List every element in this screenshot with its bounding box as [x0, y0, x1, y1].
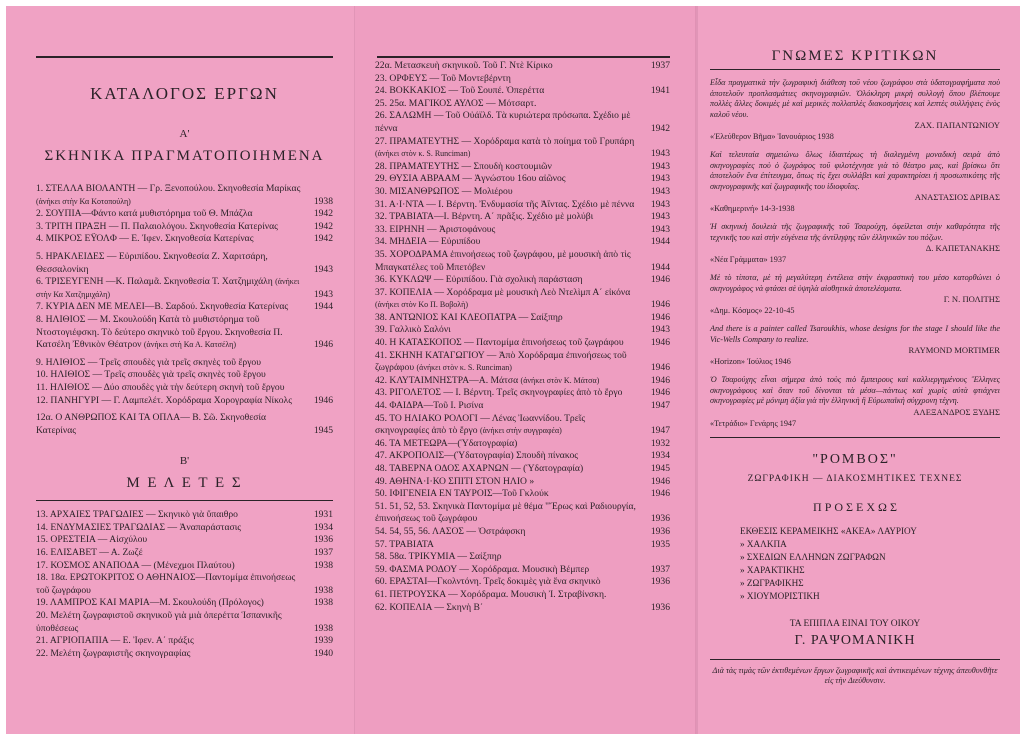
middle-top-rule [377, 56, 670, 58]
entry-year: 1943 [650, 148, 670, 160]
entry-year: 1945 [313, 424, 333, 436]
entry-year: 1938 [313, 597, 333, 609]
entry-title: 40. Η ΚΑΤΑΣΚΟΠΟΣ — Παντομίμα ἐπινοήσεως τοῦ ζωγράφου [375, 337, 624, 349]
critic-quote-text: Ὁ Τσαρούχης εἶναι σήμερα ἀπὸ τοὺς πιὸ ἔμπειρους καὶ καλλιεργημένους Ἕλληνες σκηνογράφους καὶ ὅταν τοῦ δίνονται τὰ μέσα—πάντως καὶ χωρὶς αὐτὰ φτιάχνει σκηνογραφίες μὲ μόνιμη ἀξία γιὰ τὴν ἑλληνικὴ ἢ Εὐρωπαϊκὴ σύγχρονη τέχνη. [710, 375, 1000, 405]
prices-footer: Διὰ τὰς τιμὰς τῶν ἐκτιθεμένων ἔργων ζωγραφικῆς καὶ ἀντικειμένων τέχνης ἀπευθυνθῆτε εἰς τὴν Διεύθυνσιν. [712, 665, 998, 685]
entry-title: 21. ΑΓΡΙΟΠΑΠΙΑ — Ε. Ἰφεν. Α΄ πράξις [36, 635, 194, 647]
furniture-note: ΤΑ ΕΠΙΠΛΑ ΕΙΝΑΙ ΤΟΥ ΟΙΚΟΥ [789, 618, 921, 629]
entry-title: 25. 25α. ΜΑΓΙΚΟΣ ΑΥΛΟΣ — Μότσαρτ. [375, 97, 537, 109]
entry-title: 35. ΧΟΡΟΔΡΑΜΑ ἐπινοήσεως τοῦ ζωγράφου, μὲ μουσικὴ ἀπὸ τὶς Μπαγκατέλες τοῦ Μπετόβεν [375, 248, 631, 273]
critic-quote-text: Ἡ σκηνικὴ δουλειὰ τῆς ζωγραφικῆς τοῦ Τσαρούχη, ὀφείλεται στὴν καθαρότητα τῆς τεχνικῆς του καὶ στὴν εὐγένεια τῆς ἀντίληψης τῶν ἑλληνικῶν του πόζων. [710, 222, 1000, 242]
entry-title: 10. ΗΛΙΘΙΟΣ — Τρεῖς σπουδὲς γιὰ τρεῖς σκηνὲς τοῦ ἔργου [36, 369, 266, 381]
entry-title: 29. ΘΥΣΙΑ ΑΒΡΑΑΜ — Ἀγνώστου 16ου αἰῶνος [375, 173, 566, 185]
entry-year: 1940 [313, 647, 333, 659]
entry-title: 42. ΚΛΥΤΑΙΜΝΗΣΤΡΑ—Α. Μάτσα [375, 374, 519, 386]
catalogue-entry [36, 369, 333, 382]
entry-title: 43. ΡΙΓΟΛΕΤΟΣ — Ι. Βέρντη. Τρεῖς σκηνογραφίες ἀπὸ τὸ ἔργο [375, 387, 623, 399]
catalogue-entry [375, 98, 670, 111]
footer-rule [710, 659, 1000, 660]
entry-title: 62. ΚΟΠΕΛΙΑ — Σκηνὴ Β΄ [375, 601, 484, 613]
catalogue-entry [36, 412, 333, 437]
catalogue-entry [375, 387, 670, 400]
exhibit-item: » ΧΑΛΚΠΑ [740, 538, 787, 549]
entry-title: 9. ΗΛΙΘΙΟΣ — Τρεῖς σπουδὲς γιὰ τρεῖς σκηνὲς τοῦ ἔργου [36, 356, 261, 368]
entry-title: 16. ΕΛΙΣΑΒΕΤ — Α. Ζωζέ [36, 547, 143, 559]
entry-year: 1943 [650, 173, 670, 185]
entry-title: 41. ΣΚΗΝΗ ΚΑΤΑΓΩΓΙΟΥ — Ἀπὸ Χορόδραμα ἐπινοήσεως τοῦ ζωγράφου [375, 349, 627, 374]
entry-title: 60. ΕΡΑΣΤΑΙ—Γκολντόνη. Τρεῖς δοκιμὲς γιὰ ἕνα σκηνικὸ [375, 576, 601, 588]
entry-title: 4. ΜΙΚΡΟΣ ΕΫΟΛΦ — Ε. Ἰφεν. Σκηνοθεσία Κατερίνας [36, 233, 254, 245]
catalogue-entry [375, 324, 670, 337]
entry-year: 1946 [313, 394, 333, 406]
entry-title: 27. ΠΡΑΜΑΤΕΥΤΗΣ — Χορόδραμα κατὰ τὸ ποίημα τοῦ Γρυπάρη [375, 135, 635, 147]
catalogue-entry [375, 186, 670, 199]
entry-title: 32. ΤΡΑΒΙΑΤΑ—Ι. Βέρντη. Α΄ πρᾶξις. Σχέδιο μὲ μολύβι [375, 211, 594, 223]
entry-title: 36. ΚΥΚΛΩΨ — Εὐριπίδου. Γιὰ σχολικὴ παράσταση [375, 274, 583, 286]
catalogue-entry [36, 395, 333, 408]
entry-title: 49. ΑΘΗΝΑ·Ι·ΚΟ ΣΠΙΤΙ ΣΤΟΝ ΗΛΙΟ » [375, 475, 535, 487]
catalogue-entry [375, 60, 670, 73]
entry-year: 1943 [650, 185, 670, 197]
prosexos-heading: Π Ρ Ο Σ Ε Χ Ω Σ [813, 499, 897, 514]
exhibit-item: ΕΚΘΕΣΙΣ ΚΕΡΑΜΕΙΚΗΣ «ΑΚΕΑ» ΛΑΥΡΙΟΥ [740, 525, 917, 536]
catalogue-entry [36, 635, 333, 648]
critic-source: «Δημ. Κόσμος» 22-10-45 [710, 306, 795, 315]
entry-title: 2. ΣΟΥΠΙΑ—Φάντο κατά μυθιστόρημα τοῦ Θ. Μπάζλα [36, 208, 253, 220]
entry-title: 39. Γαλλικὸ Σαλόνι [375, 324, 451, 336]
critic-author: ΑΛΕΞΑΝΔΡΟΣ ΞΥΔΗΣ [913, 406, 1000, 417]
catalogue-entry [375, 463, 670, 476]
exhibit-item: » ΣΧΕΔΙΩΝ ΕΛΛΗΝΩΝ ΖΩΓΡΑΦΩΝ [740, 551, 886, 562]
critics-panel-right [696, 6, 1020, 734]
entry-title: 51. 51, 52, 53. Σκηνικὰ Παντομίμα μὲ θέμα "Ἔρως καὶ Ραδιουργία, ἐπινοήσεως τοῦ ζωγράφου [375, 500, 636, 525]
entry-owner-note: (ἀνήκει στὴν Κα Χατζημιχάλη) [36, 277, 300, 299]
critic-quote-block [710, 273, 1000, 316]
section-b-title: Μ Ε Λ Ε Τ Ε Σ [126, 475, 243, 492]
entry-owner-note: (ἀνήκει στὴν συγγραφέα) [479, 426, 562, 436]
critic-quotes [710, 78, 1000, 429]
entry-owner-note: (ἀνήκει στὸν κ. S. Runciman) [375, 149, 471, 159]
entry-year: 1936 [650, 525, 670, 537]
entry-year: 1937 [650, 563, 670, 575]
catalogue-entry [375, 199, 670, 212]
entry-title: 47. ΑΚΡΟΠΟΛΙΣ—(Ὑδατογραφία) Σπουδὴ πίνακος [375, 450, 579, 462]
section-b-letter: Β' [179, 455, 190, 468]
entry-title: 5. ΗΡΑΚΛΕΙΔΕΣ — Εὐριπίδου. Σκηνοθεσία Ζ. Χαριτσάρη, Θεσσαλονίκη [36, 250, 268, 275]
entry-title: 14. ΕΝΔΥΜΑΣΙΕΣ ΤΡΑΓΩΔΙΑΣ — Ἀναπαράστασις [36, 521, 242, 533]
catalogue-entry [375, 488, 670, 501]
entry-title: 54. 54, 55, 56. ΛΑΣΟΣ — Ὀστράφσκη [375, 525, 526, 537]
entry-year: 1936 [650, 601, 670, 613]
exhibition-catalogue-sheet [6, 6, 1020, 734]
critic-author: Γ. Ν. ΠΟΛΙΤΗΣ [943, 294, 1000, 304]
entry-year: 1943 [650, 160, 670, 172]
entry-title: 59. ΦΑΣΜΑ ΡΟΔΟΥ — Χορόδραμα. Μουσικὴ Βέμπερ [375, 563, 590, 575]
critic-author: Δ. ΚΑΠΕΤΑΝΑΚΗΣ [925, 243, 1000, 253]
entry-title: 34. ΜΗΔΕΙΑ — Εὐριπίδου [375, 236, 481, 248]
catalogue-entry [36, 648, 333, 661]
entry-year: 1946 [650, 374, 670, 386]
entry-year: 1942 [313, 208, 333, 220]
entry-title: 45. ΤΟ ΗΛΙΑΚΟ ΡΟΛΟΓΙ — Λένας Ἰωαννίδου. Τρεῖς σκηνογραφίες ἀπὸ τὸ ἔργο [375, 412, 586, 437]
entry-title: 38. ΑΝΤΩΝΙΟΣ ΚΑΙ ΚΛΕΟΠΑΤΡΑ — Σαίξπηρ [375, 311, 563, 323]
entry-title: 18. 18α. ΕΡΩΤΟΚΡΙΤΟΣ Ο ΑΘΗΝΑΙΟΣ—Παντομίμα ἐπινοήσεως τοῦ ζωγράφου [36, 572, 296, 596]
entry-title: 22. Μελέτη ζωγραφιστῆς σκηνογραφίας [36, 647, 191, 659]
catalogue-entry [375, 576, 670, 589]
entry-year: 1932 [650, 437, 670, 449]
critic-quote-block [710, 150, 1000, 214]
catalogue-entry [36, 560, 333, 573]
critic-quote-block [710, 78, 1000, 142]
catalogue-entry [375, 136, 670, 161]
entry-year: 1946 [650, 337, 670, 349]
catalogue-entry [375, 224, 670, 237]
entry-title: 6. ΤΡΙΣΕΥΓΕΝΗ —Κ. Παλαμᾶ. Σκηνοθεσία Τ. Χατζημιχάλη [36, 276, 273, 288]
entry-year: 1938 [313, 559, 333, 571]
entry-title: 7. ΚΥΡΙΑ ΔΕΝ ΜΕ ΜΕΛΕΙ—Β. Σαρδού. Σκηνοθεσία Κατερίνας [36, 301, 289, 313]
catalogue-entry [36, 301, 333, 314]
entry-title: 12α. Ο ΑΝΘΡΩΠΟΣ ΚΑΙ ΤΑ ΟΠΛΑ— Β. Σῶ. Σκηνοθεσία Κατερίνας [36, 412, 267, 436]
critic-source: «Τετράδιο» Γενάρης 1947 [710, 418, 797, 428]
entry-title: 19. ΛΑΜΠΡΟΣ ΚΑΙ ΜΑΡΙΑ—Μ. Σκουλούδη (Πρόλογος) [36, 597, 264, 609]
entry-year: 1943 [313, 288, 333, 300]
critic-quote-text: Καὶ τελευταία σημειώνω ὅλως ἰδιαιτέρως τὴ διαλεγμένη μοναδικὴ σειρὰ ἀπὸ σκηνογραφίες ποὺ ὁ ζωγράφος τοῦ φιλοτέχνησε γιὰ τὸ θέατρο μας, καὶ βρίσκω ὅτι ἀποτελοῦν ἕνα ἐπίτευγμα, ὅπως τὶς ἔχει συλλάβει καὶ χαρακτηρίσει ἡ προσωπικότης τῆς σκηνογραφικῆς καὶ ζωγραφικῆς του ἰδιοφυΐας. [710, 150, 1000, 191]
entry-year: 1941 [650, 85, 670, 97]
entry-year: 1947 [650, 425, 670, 437]
entry-year: 1944 [650, 236, 670, 248]
critic-source: «Ἐλεύθερον Βῆμα» Ἰανουάριος 1938 [710, 132, 834, 141]
catalogue-entry [375, 350, 670, 375]
catalogue-entry [36, 572, 333, 597]
entry-title: 28. ΠΡΑΜΑΤΕΥΤΗΣ — Σπουδὴ κοστουμιῶν [375, 160, 552, 172]
entry-year: 1936 [650, 513, 670, 525]
entry-year: 1946 [650, 488, 670, 500]
entry-title: 31. Α·Ι·ΝΤΑ — Ι. Βέρντη. Ἐνδυμασία τῆς Ἀΐντας. Σχέδιο μὲ πέννα [375, 198, 635, 210]
exhibits-list [710, 525, 1000, 603]
catalogue-entry [36, 382, 333, 395]
rombos-rule [710, 437, 1000, 438]
catalogue-entry [375, 85, 670, 98]
entry-year: 1939 [313, 635, 333, 647]
entry-title: 17. ΚΟΣΜΟΣ ΑΝΑΠΟΔΑ — (Μένεχμοι Πλαύτου) [36, 559, 235, 571]
catalogue-entry [375, 413, 670, 438]
entry-title: 46. ΤΑ ΜΕΤΕΩΡΑ—(Ὑδατογραφία) [375, 437, 518, 449]
realized-sets-list [36, 183, 333, 437]
catalogue-entry [375, 274, 670, 287]
critic-author: RAYMOND MORTIMER [908, 345, 1000, 355]
entry-title: 48. ΤΑΒΕΡΝΑ ΟΔΟΣ ΑΧΑΡΝΩΝ — (Ὑδατογραφία) [375, 463, 584, 474]
entry-year: 1946 [650, 387, 670, 399]
section-b-rule [36, 500, 333, 501]
catalogue-entry [375, 438, 670, 451]
catalogue-entry [36, 547, 333, 560]
catalogue-entry [36, 534, 333, 547]
entry-title: 30. ΜΙΣΑΝΘΡΩΠΟΣ — Μολιέρου [375, 185, 513, 197]
catalogue-entry [375, 236, 670, 249]
entry-title: 15. ΟΡΕΣΤΕΙΑ — Αἰσχύλου [36, 534, 148, 546]
catalogue-entry [375, 249, 670, 274]
entry-year: 1937 [313, 547, 333, 559]
entry-year: 1944 [650, 261, 670, 273]
house-name: Γ. ΡΑΨΟΜΑΝΙΚΗ [794, 632, 916, 648]
catalogue-entry [375, 110, 670, 135]
catalogue-entry [36, 183, 333, 208]
critic-source: «Καθημερινή» 14-3-1938 [710, 204, 795, 213]
critic-source: «Horizon» Ἰούλιος 1946 [710, 357, 791, 366]
entry-year: 1937 [650, 60, 670, 71]
works-continued-list [375, 60, 670, 614]
catalogue-entry [375, 501, 670, 526]
entry-year: 1942 [650, 122, 670, 134]
critic-quote-text: Εἶδα πραγματικὰ τὴν ζωγραφικὴ διάθεση τοῦ νέου ζωγράφου στὰ ὑδατογραφήματα ποὺ ἀποτελοῦν προπλασμάτιες σκηνογραφιῶν. Ὁλόκληρη μικρὴ συλλογὴ ὅπου βλέπουμε πολλὲς ἄλλες δοκιμὲς μὲ καὶ μερικὲς πολλαπλὲς διακοσμήσεις καὶ λεπτὲς συλλήψεις ἑνὸς καλοῦ νέου. [710, 78, 1000, 119]
entry-owner-note: (ἀνήκει στὸν Κ. Μάτσα) [520, 375, 600, 385]
critic-quote-block [710, 222, 1000, 265]
critics-heading: ΓΝΩΜΕΣ ΚΡΙΤΙΚΩΝ [771, 48, 939, 64]
entry-title: 58. 58α. ΤΡΙΚΥΜΙΑ — Σαίξπηρ [375, 551, 502, 563]
entry-owner-note: (ἀνήκει στὴ Κα Α. Κατσέλη) [143, 340, 237, 350]
catalogue-entry [375, 450, 670, 463]
catalogue-entry [375, 526, 670, 539]
entry-year: 1943 [650, 211, 670, 223]
exhibit-item: » ΧΑΡΑΚΤΙΚΗΣ [740, 564, 805, 575]
rombos-subtitle: ΖΩΓΡΑΦΙΚΗ — ΔΙΑΚΟΣΜΗΤΙΚΕΣ ΤΕΧΝΕΣ [747, 473, 963, 484]
critic-author: ΖΑΧ. ΠΑΠΑΝΤΩΝΙΟΥ [914, 120, 1000, 130]
catalogue-entry [375, 589, 670, 602]
critics-rule [710, 69, 1000, 70]
entry-year: 1943 [650, 324, 670, 336]
catalogue-entry [36, 221, 333, 234]
exhibit-item: » ΖΩΓΡΑΦΙΚΗΣ [740, 577, 804, 588]
entry-title: 33. ΕΙΡΗΝΗ — Ἀριστοφάνους [375, 223, 496, 235]
catalogue-entry [375, 602, 670, 615]
entry-title: 50. ΙΦΙΓΕΝΕΙΑ ΕΝ ΤΑΥΡΟΙΣ—Τοῦ Γκλούκ [375, 488, 549, 500]
entry-owner-note: (ἀνήκει στὸν κ. S. Runciman) [416, 363, 512, 373]
entry-year: 1946 [650, 475, 670, 487]
catalogue-panel-left [6, 6, 355, 734]
rombos-title: "ΡΟΜΒΟΣ" [812, 451, 898, 467]
entry-year: 1946 [650, 274, 670, 286]
entry-year: 1945 [650, 463, 670, 474]
critic-author: ΑΝΑΣΤΑΣΙΟΣ ΔΡΙΒΑΣ [914, 192, 1000, 202]
entry-year: 1942 [313, 233, 333, 245]
entry-year: 1946 [313, 339, 333, 351]
catalogue-heading: ΚΑΤΑΛΟΓΟΣ ΕΡΓΩΝ [90, 84, 279, 103]
critic-source: «Νέα Γράμματα» 1937 [710, 255, 787, 264]
catalogue-entry [375, 539, 670, 552]
catalogue-entry [375, 211, 670, 224]
entry-title: 1. ΣΤΕΛΛΑ ΒΙΟΛΑΝΤΗ — Γρ. Ξενοπούλου. Σκηνοθεσία Μαρίκας [36, 183, 301, 194]
catalogue-entry [36, 233, 333, 246]
entry-owner-note: (ἀνήκει στὴν Κα Κοτοπούλη) [36, 196, 131, 206]
entry-title: 44. ΦΑΙΔΡΑ—Τοῦ Ι. Ρισίνα [375, 400, 484, 412]
entry-year: 1943 [650, 223, 670, 235]
entry-year: 1936 [313, 534, 333, 546]
entry-title: 13. ΑΡΧΑΙΕΣ ΤΡΑΓΩΔΙΕΣ — Σκηνικὸ γιὰ ὕπαιθρο [36, 509, 238, 521]
top-rule [36, 56, 333, 58]
catalogue-entry [36, 251, 333, 276]
entry-title: 37. ΚΟΠΕΛΙΑ — Χορόδραμα μὲ μουσικὴ Λεὸ Ντελὶμπ Α΄ εἰκόνα [375, 286, 631, 298]
critic-quote-text: Μὲ τὸ τίποτα, μὲ τὴ μεγαλύτερη ἐντέλεια στὴν ἐκφραστικὴ του μέσο κατορθώνει ὁ σκηνογράφος νὰ φτάσει σὲ ὑψηλὰ αἰσθητικὰ ἀποτελέσματα. [710, 273, 1000, 293]
entry-year: 1934 [650, 450, 670, 462]
entry-title: 12. ΠΑΝΗΓΥΡΙ — Γ. Λαμπελέτ. Χορόδραμα Χορογραφία Νίκολς [36, 394, 292, 406]
catalogue-entry [36, 276, 333, 301]
entry-title: 24. ΒΟΚΚΑΚΙΟΣ — Τοῦ Σουπέ. Ὀπερέττα [375, 85, 545, 97]
entry-year: 1946 [650, 362, 670, 374]
catalogue-entry [36, 208, 333, 221]
entry-year: 1942 [313, 220, 333, 232]
critic-quote-text: And there is a painter called Tsaroukhis, whose designs for the stage I should like the Vic-Wells Company to realize. [710, 324, 1000, 344]
entry-year: 1934 [313, 521, 333, 533]
catalogue-entry [375, 312, 670, 325]
critic-quote-block [710, 324, 1000, 367]
entry-year: 1935 [650, 538, 670, 550]
catalogue-entry [36, 610, 333, 635]
catalogue-entry [375, 564, 670, 577]
entry-year: 1946 [650, 311, 670, 323]
entry-title: 11. ΗΛΙΘΙΟΣ — Δύο σπουδὲς γιὰ τὴν δεύτερη σκηνὴ τοῦ ἔργου [36, 381, 285, 393]
entry-year: 1938 [313, 584, 333, 596]
section-a-title: ΣΚΗΝΙΚΑ ΠΡΑΓΜΑΤΟΠΟΙΗΜΕΝΑ [44, 148, 325, 164]
entry-title: 8. ΗΛΙΘΙΟΣ — Μ. Σκουλούδη Κατὰ τὸ μυθιστόρημα τοῦ Ντοστογιέφσκη. Τὸ δεύτερο σκηνικὸ τοῦ ἔργου. Σκηνοθεσία Π. Κατσέλη Ἐθνικὸν Θέατρον [36, 313, 283, 351]
catalogue-entry [375, 476, 670, 489]
catalogue-entry [375, 551, 670, 564]
entry-year: 1931 [313, 509, 333, 521]
entry-year: 1938 [313, 622, 333, 634]
exhibit-item: » ΧΙΟΥΜΟΡΙΣΤΙΚΗ [740, 590, 820, 601]
entry-title: 22α. Μετασκευὴ σκηνικοῦ. Τοῦ Γ. Ντὲ Κίρικο [375, 60, 553, 71]
catalogue-entry [375, 73, 670, 86]
entry-year: 1936 [650, 576, 670, 588]
catalogue-entry [375, 400, 670, 413]
entry-title: 3. ΤΡΙΤΗ ΠΡΑΞΗ — Π. Παλαιολόγου. Σκηνοθεσία Κατερίνας [36, 220, 278, 232]
catalogue-entry [36, 357, 333, 370]
entry-title: 23. ΟΡΦΕΥΣ — Τοῦ Μοντεβέρντη [375, 72, 511, 84]
catalogue-entry [375, 337, 670, 350]
entry-title: 26. ΣΑΛΩΜΗ — Τοῦ Οὐάϊλδ. Τὰ κυριώτερα πρόσωπα. Σχέδιο μὲ πέννα [375, 110, 631, 134]
entry-title: 61. ΠΕΤΡΟΥΣΚΑ — Χορόδραμα. Μουσικὴ Ἰ. Στραβίνσκη. [375, 588, 607, 600]
catalogue-entry [375, 161, 670, 174]
entry-year: 1943 [650, 198, 670, 210]
catalogue-entry [36, 314, 333, 352]
catalogue-entry [375, 287, 670, 312]
entry-title: 20. Μελέτη ζωγραφιστοῦ σκηνικοῦ γιὰ μιὰ ὀπερέττα Ἱσπανικῆς ὑποθέσεως [36, 610, 282, 634]
entry-year: 1944 [313, 301, 333, 313]
entry-year: 1938 [313, 195, 333, 207]
catalogue-entry [375, 375, 670, 388]
entry-owner-note: (ἀνήκει στὸν Κο Π. Βοβολὴ) [375, 300, 469, 310]
entry-title: 57. ΤΡΑΒΙΑΤΑ [375, 538, 434, 550]
catalogue-entry [36, 509, 333, 522]
section-a-letter: Α' [179, 128, 190, 140]
entry-year: 1947 [650, 400, 670, 412]
entry-year: 1946 [650, 299, 670, 311]
entry-year: 1943 [313, 263, 333, 275]
critic-quote-block [710, 375, 1000, 429]
studies-list [36, 509, 333, 660]
catalogue-entry [36, 522, 333, 535]
catalogue-entry [375, 173, 670, 186]
catalogue-entry [36, 597, 333, 610]
catalogue-panel-middle [355, 6, 696, 734]
